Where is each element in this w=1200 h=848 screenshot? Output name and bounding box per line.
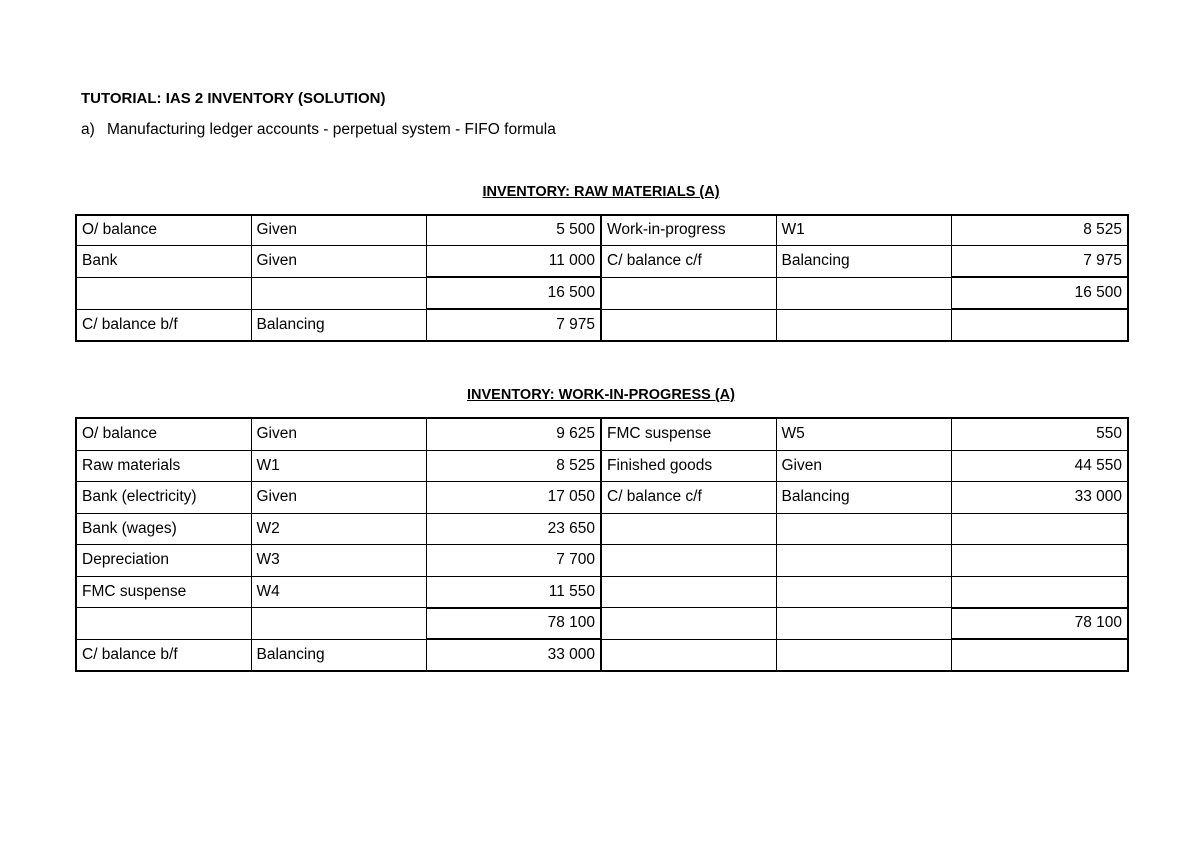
credit-amount <box>951 513 1128 545</box>
debit-detail: C/ balance b/f <box>76 309 251 341</box>
credit-amount <box>951 309 1128 341</box>
debit-reference: Balancing <box>251 639 426 671</box>
credit-total: 16 500 <box>951 277 1128 309</box>
debit-total: 16 500 <box>426 277 601 309</box>
credit-amount: 550 <box>951 418 1128 450</box>
credit-detail <box>601 639 776 671</box>
credit-amount <box>951 545 1128 577</box>
debit-total: 78 100 <box>426 608 601 640</box>
credit-reference <box>776 639 951 671</box>
credit-reference: W5 <box>776 418 951 450</box>
credit-reference: Balancing <box>776 482 951 514</box>
ledger-row <box>76 545 1128 577</box>
credit-reference <box>776 513 951 545</box>
debit-detail: Bank <box>76 245 251 277</box>
credit-reference: Given <box>776 450 951 482</box>
credit-amount: 8 525 <box>951 215 1128 245</box>
credit-detail <box>601 309 776 341</box>
credit-amount <box>951 576 1128 608</box>
raw-materials-heading: INVENTORY: RAW MATERIALS (A) <box>482 184 720 200</box>
ledger-row <box>76 513 1128 545</box>
part-description: Manufacturing ledger accounts - perpetual system - FIFO formula <box>107 121 556 138</box>
debit-detail: O/ balance <box>76 418 251 450</box>
credit-detail <box>601 545 776 577</box>
credit-reference: Balancing <box>776 245 951 277</box>
credit-detail: C/ balance c/f <box>601 482 776 514</box>
debit-amount: 9 625 <box>426 418 601 450</box>
credit-detail <box>601 277 776 309</box>
credit-detail <box>601 608 776 640</box>
ledger-row <box>76 418 1128 450</box>
debit-reference: Given <box>251 482 426 514</box>
credit-reference <box>776 309 951 341</box>
ledger-row <box>76 215 1128 245</box>
ledger-row <box>76 482 1128 514</box>
debit-detail: C/ balance b/f <box>76 639 251 671</box>
credit-reference <box>776 277 951 309</box>
debit-detail: O/ balance <box>76 215 251 245</box>
raw-materials-ledger <box>75 214 1129 342</box>
credit-detail <box>601 576 776 608</box>
debit-amount: 33 000 <box>426 639 601 671</box>
work-in-progress-heading: INVENTORY: WORK-IN-PROGRESS (A) <box>467 387 735 403</box>
debit-reference <box>251 608 426 640</box>
part-a-subtitle <box>81 121 556 139</box>
debit-reference: W2 <box>251 513 426 545</box>
debit-reference: W3 <box>251 545 426 577</box>
document-title: TUTORIAL: IAS 2 INVENTORY (SOLUTION) <box>81 90 386 107</box>
debit-reference: W1 <box>251 450 426 482</box>
credit-amount: 33 000 <box>951 482 1128 514</box>
debit-detail: Bank (electricity) <box>76 482 251 514</box>
debit-amount: 23 650 <box>426 513 601 545</box>
credit-amount: 44 550 <box>951 450 1128 482</box>
debit-amount: 7 975 <box>426 309 601 341</box>
credit-detail: Finished goods <box>601 450 776 482</box>
ledger-row <box>76 450 1128 482</box>
ledger-total-row <box>76 277 1128 309</box>
credit-reference <box>776 608 951 640</box>
debit-amount: 8 525 <box>426 450 601 482</box>
credit-detail: Work-in-progress <box>601 215 776 245</box>
credit-amount <box>951 639 1128 671</box>
ledger-row <box>76 245 1128 277</box>
credit-total: 78 100 <box>951 608 1128 640</box>
debit-amount: 11 550 <box>426 576 601 608</box>
debit-reference: Given <box>251 245 426 277</box>
debit-reference: W4 <box>251 576 426 608</box>
debit-amount: 17 050 <box>426 482 601 514</box>
debit-amount: 7 700 <box>426 545 601 577</box>
debit-reference: Given <box>251 215 426 245</box>
part-marker: a) <box>81 121 95 138</box>
ledger-total-row <box>76 608 1128 640</box>
credit-reference <box>776 545 951 577</box>
credit-reference <box>776 576 951 608</box>
debit-detail <box>76 277 251 309</box>
credit-reference: W1 <box>776 215 951 245</box>
ledger-row <box>76 639 1128 671</box>
credit-amount: 7 975 <box>951 245 1128 277</box>
debit-detail: Raw materials <box>76 450 251 482</box>
credit-detail: FMC suspense <box>601 418 776 450</box>
credit-detail <box>601 513 776 545</box>
debit-reference: Given <box>251 418 426 450</box>
debit-detail: FMC suspense <box>76 576 251 608</box>
work-in-progress-ledger <box>75 417 1129 672</box>
debit-detail <box>76 608 251 640</box>
debit-reference <box>251 277 426 309</box>
debit-detail: Bank (wages) <box>76 513 251 545</box>
ledger-row <box>76 576 1128 608</box>
debit-reference: Balancing <box>251 309 426 341</box>
debit-amount: 11 000 <box>426 245 601 277</box>
debit-detail: Depreciation <box>76 545 251 577</box>
credit-detail: C/ balance c/f <box>601 245 776 277</box>
ledger-row <box>76 309 1128 341</box>
debit-amount: 5 500 <box>426 215 601 245</box>
